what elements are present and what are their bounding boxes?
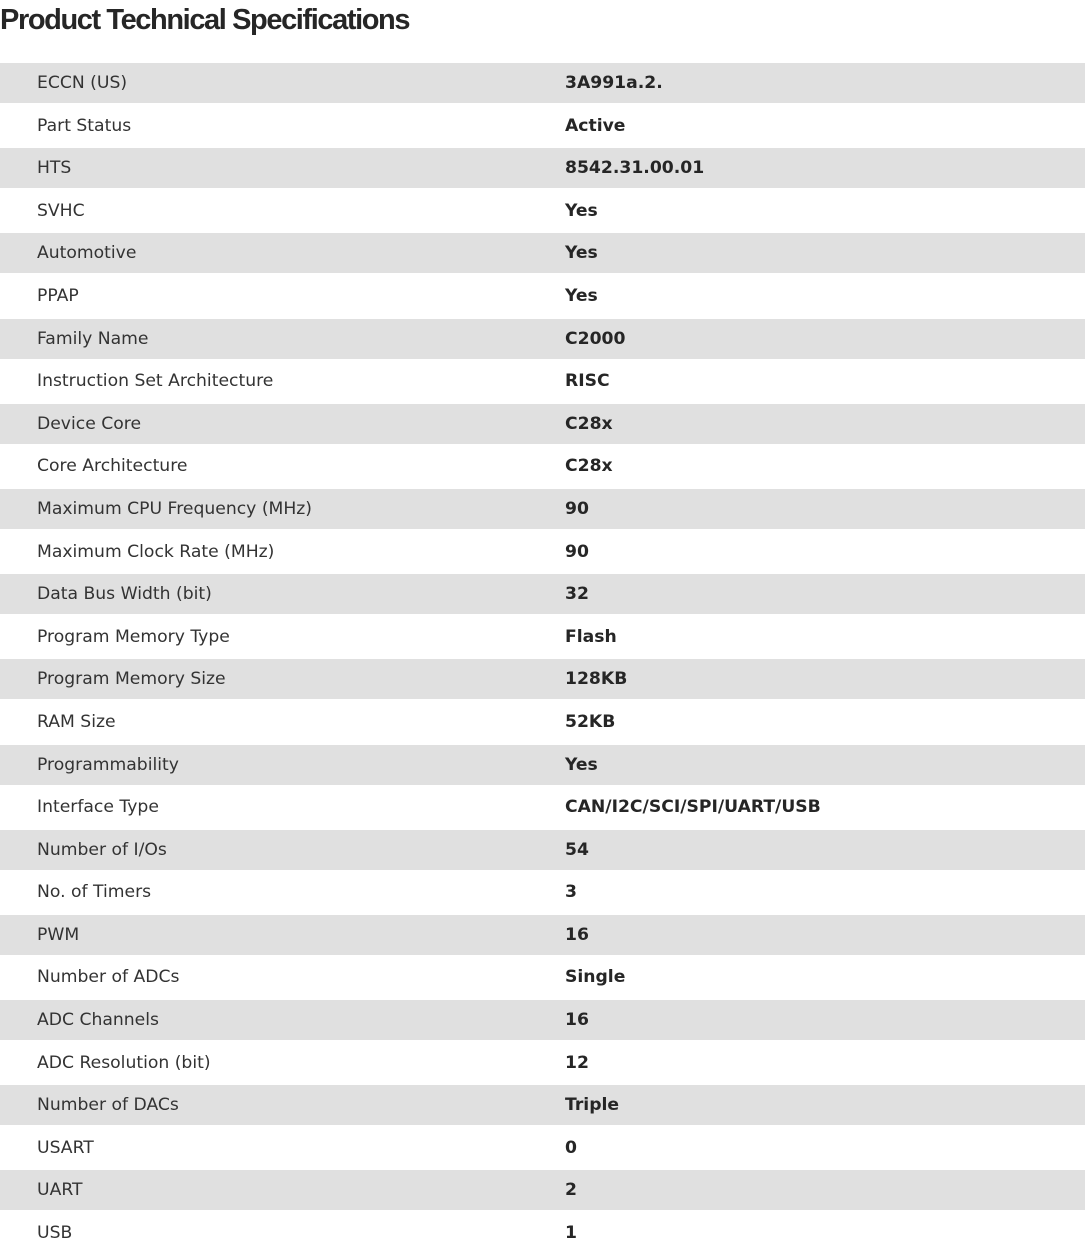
spec-row bbox=[0, 319, 1085, 359]
spec-value: Active bbox=[565, 115, 626, 136]
spec-row bbox=[0, 106, 1085, 146]
spec-row bbox=[0, 1085, 1085, 1125]
spec-value: C28x bbox=[565, 413, 613, 434]
spec-value: Flash bbox=[565, 626, 617, 647]
spec-row bbox=[0, 233, 1085, 273]
spec-row bbox=[0, 617, 1085, 657]
spec-label: Part Status bbox=[37, 115, 132, 136]
spec-value: 54 bbox=[565, 839, 589, 860]
spec-label: Number of DACs bbox=[37, 1095, 179, 1116]
spec-label: RAM Size bbox=[37, 711, 116, 732]
spec-label: Interface Type bbox=[37, 797, 159, 818]
spec-value: 90 bbox=[565, 541, 589, 562]
spec-row bbox=[0, 915, 1085, 955]
spec-row bbox=[0, 148, 1085, 188]
spec-label: Number of ADCs bbox=[37, 967, 180, 988]
spec-value: Yes bbox=[565, 243, 598, 264]
spec-row bbox=[0, 276, 1085, 316]
spec-label: PPAP bbox=[37, 285, 79, 306]
spec-label: Instruction Set Architecture bbox=[37, 371, 274, 392]
spec-value: 1 bbox=[565, 1223, 577, 1244]
spec-value: 128KB bbox=[565, 669, 628, 690]
spec-label: ADC Channels bbox=[37, 1010, 159, 1031]
spec-row bbox=[0, 1128, 1085, 1168]
spec-value: C28x bbox=[565, 456, 613, 477]
spec-label: Maximum CPU Frequency (MHz) bbox=[37, 498, 312, 519]
spec-value: Triple bbox=[565, 1095, 620, 1116]
spec-value: Single bbox=[565, 967, 626, 988]
spec-row bbox=[0, 489, 1085, 529]
spec-row bbox=[0, 532, 1085, 572]
spec-label: SVHC bbox=[37, 200, 85, 221]
spec-value: 90 bbox=[565, 498, 589, 519]
spec-row bbox=[0, 872, 1085, 912]
spec-table bbox=[0, 63, 1085, 1256]
spec-value: Yes bbox=[565, 754, 598, 775]
spec-value: RISC bbox=[565, 371, 610, 392]
spec-row bbox=[0, 745, 1085, 785]
spec-label: PWM bbox=[37, 924, 80, 945]
spec-value: Yes bbox=[565, 285, 598, 306]
spec-value: 3A991a.2. bbox=[565, 73, 663, 93]
spec-value: 52KB bbox=[565, 711, 616, 732]
spec-value: 2 bbox=[565, 1180, 577, 1201]
spec-row bbox=[0, 1213, 1085, 1253]
spec-row bbox=[0, 1170, 1085, 1210]
spec-value: 16 bbox=[565, 1010, 589, 1031]
spec-value: C2000 bbox=[565, 328, 626, 349]
spec-label: UART bbox=[37, 1180, 83, 1201]
spec-row bbox=[0, 191, 1085, 231]
spec-row bbox=[0, 830, 1085, 870]
spec-label: Automotive bbox=[37, 243, 137, 264]
spec-label: Device Core bbox=[37, 413, 142, 434]
spec-value: 16 bbox=[565, 924, 589, 945]
spec-value: CAN/I2C/SCI/SPI/UART/USB bbox=[565, 797, 821, 818]
spec-label: Data Bus Width (bit) bbox=[37, 584, 212, 605]
spec-label: Programmability bbox=[37, 754, 179, 775]
spec-row bbox=[0, 659, 1085, 699]
spec-value: 3 bbox=[565, 882, 577, 903]
spec-label: ADC Resolution (bit) bbox=[37, 1052, 211, 1073]
spec-label: USART bbox=[37, 1137, 94, 1158]
spec-row bbox=[0, 957, 1085, 997]
spec-row bbox=[0, 1043, 1085, 1083]
spec-value: 0 bbox=[565, 1137, 577, 1158]
spec-row bbox=[0, 1000, 1085, 1040]
spec-label: ECCN (US) bbox=[37, 73, 128, 93]
spec-row bbox=[0, 702, 1085, 742]
spec-value: 32 bbox=[565, 584, 589, 605]
spec-row bbox=[0, 574, 1085, 614]
page-title: Product Technical Specifications bbox=[0, 4, 410, 36]
spec-label: HTS bbox=[37, 158, 72, 179]
spec-label: Core Architecture bbox=[37, 456, 188, 477]
spec-label: Program Memory Size bbox=[37, 669, 226, 690]
spec-row bbox=[0, 361, 1085, 401]
spec-label: No. of Timers bbox=[37, 882, 152, 903]
spec-label: Maximum Clock Rate (MHz) bbox=[37, 541, 275, 562]
spec-row bbox=[0, 787, 1085, 827]
spec-value: 8542.31.00.01 bbox=[565, 158, 705, 179]
spec-label: USB bbox=[37, 1223, 73, 1244]
spec-value: Yes bbox=[565, 200, 598, 221]
spec-label: Program Memory Type bbox=[37, 626, 230, 647]
spec-label: Number of I/Os bbox=[37, 839, 167, 860]
spec-row bbox=[0, 446, 1085, 486]
spec-label: Family Name bbox=[37, 328, 149, 349]
spec-value: 12 bbox=[565, 1052, 589, 1073]
spec-row bbox=[0, 63, 1085, 103]
spec-row bbox=[0, 404, 1085, 444]
